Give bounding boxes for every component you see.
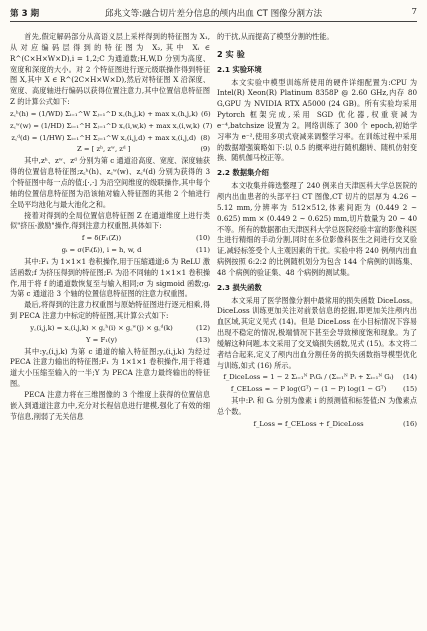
equation-11: [10, 245, 210, 256]
equation-12: [10, 323, 210, 334]
section-heading: 2 实 验: [217, 48, 245, 59]
equation-number: (11): [196, 246, 210, 255]
subsection-heading: 2.3 损失函数: [217, 282, 262, 292]
equation-7: [10, 121, 213, 132]
equation-body: z꜀ʰ(h) = (1/WD) Σᵢ₌₁^W Σⱼ₌₁^D x꜀(h,j,k) + max x꜀(h,j,k): [10, 109, 198, 118]
paragraph: 最后,将得到的注意力权重图与原始特征图进行逐元相乘,得到 PECA 注意力中标定的特征图,其计算公式如下:: [10, 300, 210, 321]
equation-body: gᵢ = σ(Fᵢ(fᵢ)), i = h, w, d: [61, 246, 142, 255]
equation-body: f_CELoss = − P log(Gᵀ) − (1 − P) log(1 − Gᵀ): [230, 385, 387, 394]
equation-body: y꜀(i,j,k) = x꜀(i,j,k) × g꜀ʰ(i) × g꜀ʷ(j) × g꜀ᵈ(k): [30, 323, 173, 332]
equation-number: (8): [200, 133, 210, 142]
equation-14: [217, 372, 417, 383]
equation-number: (15): [403, 385, 417, 394]
paragraph: 的干扰,从而提高了模型分割的性能。: [217, 32, 334, 41]
equation-number: (10): [196, 234, 210, 243]
equation-body: f_Loss = f_CELoss + f_DiceLoss: [253, 419, 364, 428]
page-number: 7: [411, 7, 417, 17]
equation-number: (14): [403, 373, 417, 382]
paragraph: 接着对得到的全局位置信息特征图 Z 在通道维度上进行类似"挤压-激励"操作,得到注意力权重图,具体如下:: [10, 210, 210, 231]
paragraph: 本文收集并筛选整理了 240 例来自天津医科大学总医院的颅内出血患者的头部平扫 CT 图像,CT 切片的层厚为 4.26 ~ 5.12 mm,分辨率为 512×512,体素间距为 (0.449 2 ~ 0.625) mm × (0.449 2 ~ 0.625) mm,切片数量为 20 ~ 40 不等。所有的数据都由天津医科大学总医院经验丰富的影像科医生进行精细的手动分割,同时在多位影像科医生之间进行交叉验证,减轻标签受个人主观因素的干扰。实验中将 240 例颅内出血病例按照 6:2:2 的比例随机划分为包含 144 个病例的训练集、48 个病例的验证集、48 个病例的测试集。: [217, 181, 417, 277]
equation-number: (12): [196, 323, 210, 332]
equation-number: (16): [403, 419, 417, 428]
equation-10: [10, 233, 210, 244]
running-header: [10, 7, 417, 22]
equation-body: z꜀ʷ(w) = (1/HD) Σᵢ₌₁^H Σⱼ₌₁^D x꜀(i,w,k) + max x꜀(i,w,k): [10, 121, 200, 130]
paragraph: 本文采用了医学图像分割中最常用的损失函数 DiceLoss。DiceLoss 训练更加关注对前景信息的挖掘,即更加关注颅内出血区域,其定义见式 (14)。但是 DiceLoss 在小目标情况下容易出现不稳定的情况,极端情况下甚至会导致梯度饱和现象。为了缓解这种问题,本文采用了交叉熵损失函数,见式 (15)。本文将二者结合起来,定义了颅内出血分割任务的损失函数指导模型优化与训练,如式 (16) 所示。: [217, 295, 417, 370]
equation-body: Y = F₁(y): [85, 335, 118, 344]
running-title: 邱兆文等:融合切片差分信息的颅内出血 CT 图像分割方法: [104, 9, 323, 19]
paragraph: PECA 注意力将在三维图像的 3 个维度上获得的位置信息嵌入到通道注意力中,充分对长程信息进行建模,强化了有效的细节信息,削弱了无关信息: [10, 390, 210, 421]
equation-6: [10, 109, 210, 120]
subsection-heading: 2.1 实验环境: [217, 64, 262, 74]
equation-number: (6): [200, 109, 211, 118]
left-column: [10, 32, 213, 627]
equation-number: (9): [200, 145, 210, 154]
equation-body: f = δ(F₁(Z)): [81, 234, 122, 243]
equation-body: Z = [ zʰ, zʷ, zᵈ ]: [76, 145, 131, 154]
equation-number: (13): [196, 335, 210, 344]
paragraph: 其中:Pᵢ 和 Gᵢ 分别为像素 i 的预测值和标签值;N 为像素点总个数。: [217, 396, 417, 416]
equation-15: [217, 384, 417, 395]
issue-label: 第 3 期: [10, 9, 40, 19]
equation-13: [10, 335, 210, 346]
equation-number: (7): [202, 121, 213, 130]
equation-8: [10, 133, 210, 144]
subsection-heading: 2.2 数据集介绍: [217, 168, 269, 178]
equation-9: [10, 144, 210, 155]
equation-body: f_DiceLoss = 1 − 2 Σᵢ₌₁ᴺ PᵢGᵢ / (Σᵢ₌₁ᴺ Pᵢ + Σᵢ₌₁ᴺ Gᵢ): [223, 373, 394, 382]
paragraph: 本文实验中模型训练所使用的硬件详细配置为:CPU 为 Intel(R) Xeon(R) Platinum 8358P @ 2.60 GHz,内存 80 G,GPU 为 NVIDIA RTX A5000 (24 GB)。所有实验均采用 Pytorch 框架完成,采用 SGD 优化器,权重衰减为 e⁻⁴,batchsize 设置为 2。网络训练了 300 个 epoch,初始学习率为 e⁻²,使用多项式衰减来调整学习率。在训练过程中采用的数据增强策略如下:以 0.5 的概率进行随机翻转、随机仿射变换、随机伽马校正等。: [217, 77, 417, 163]
paragraph: 其中:F₁ 为 1×1×1 卷积操作,用于压缩通道;δ 为 ReLU 激活函数;f 为挤压得到的特征图;Fᵢ 为沿不同轴的 1×1×1 卷积操作,用于将 f 的通道数恢复至与输入相同;σ 为 sigmoid 函数;gᵢ 为第 c 通道沿 3 个轴的位置信息特征图的注意力权重图。: [10, 256, 210, 299]
paragraph: 其中,zʰ、zʷ、zᵈ 分别为第 c 通道沿高度、宽度、深度轴获得的位置信息特征图;z꜀ʰ(h)、z꜀ʷ(w)、z꜀ᵈ(d) 分别为获得的 3 个特征图中每一点的值;[·,·] 为沿空间维度的级联操作,其中每个轴的位置信息特征图为沿该轴对输入特征图的其他 2 个轴进行全局平均池化与最大池化之和。: [10, 156, 210, 209]
paragraph: 其中:y꜀(i,j,k) 为第 c 通道的输入特征图;y꜀(i,j,k) 为经过 PECA 注意力输出的特征图;F₁ 为 1×1×1 卷积操作,用于将通道大小压缩至输入的一半;Y 为 PECA 注意力最终输出的特征图。: [10, 346, 210, 389]
paragraph: 首先,假定解码部分从高语义层上采样得到的特征图为 X₁,从对应编码层得到的特征图为 X₂,其中 Xᵢ ∈ R^(C×H×W×D),i = 1,2;C 为通道数;H,W,D 分别为高度、宽度和深度的大小。对 2 个特征图进行逐元级联操作得到特征图 X,其中 X ∈ R^(2C×H×W×D),然后对特征图 X 沿深度、宽度、高度轴进行编码以获得位置注意力,其中位置信息特征图 Z 的计算公式如下:: [10, 32, 210, 107]
equation-body: z꜀ᵈ(d) = (1/HW) Σᵢ₌₁^H Σⱼ₌₁^W x꜀(i,j,d) + max x꜀(i,j,d): [11, 133, 197, 142]
equation-16: [217, 419, 417, 430]
right-column: [217, 32, 417, 627]
